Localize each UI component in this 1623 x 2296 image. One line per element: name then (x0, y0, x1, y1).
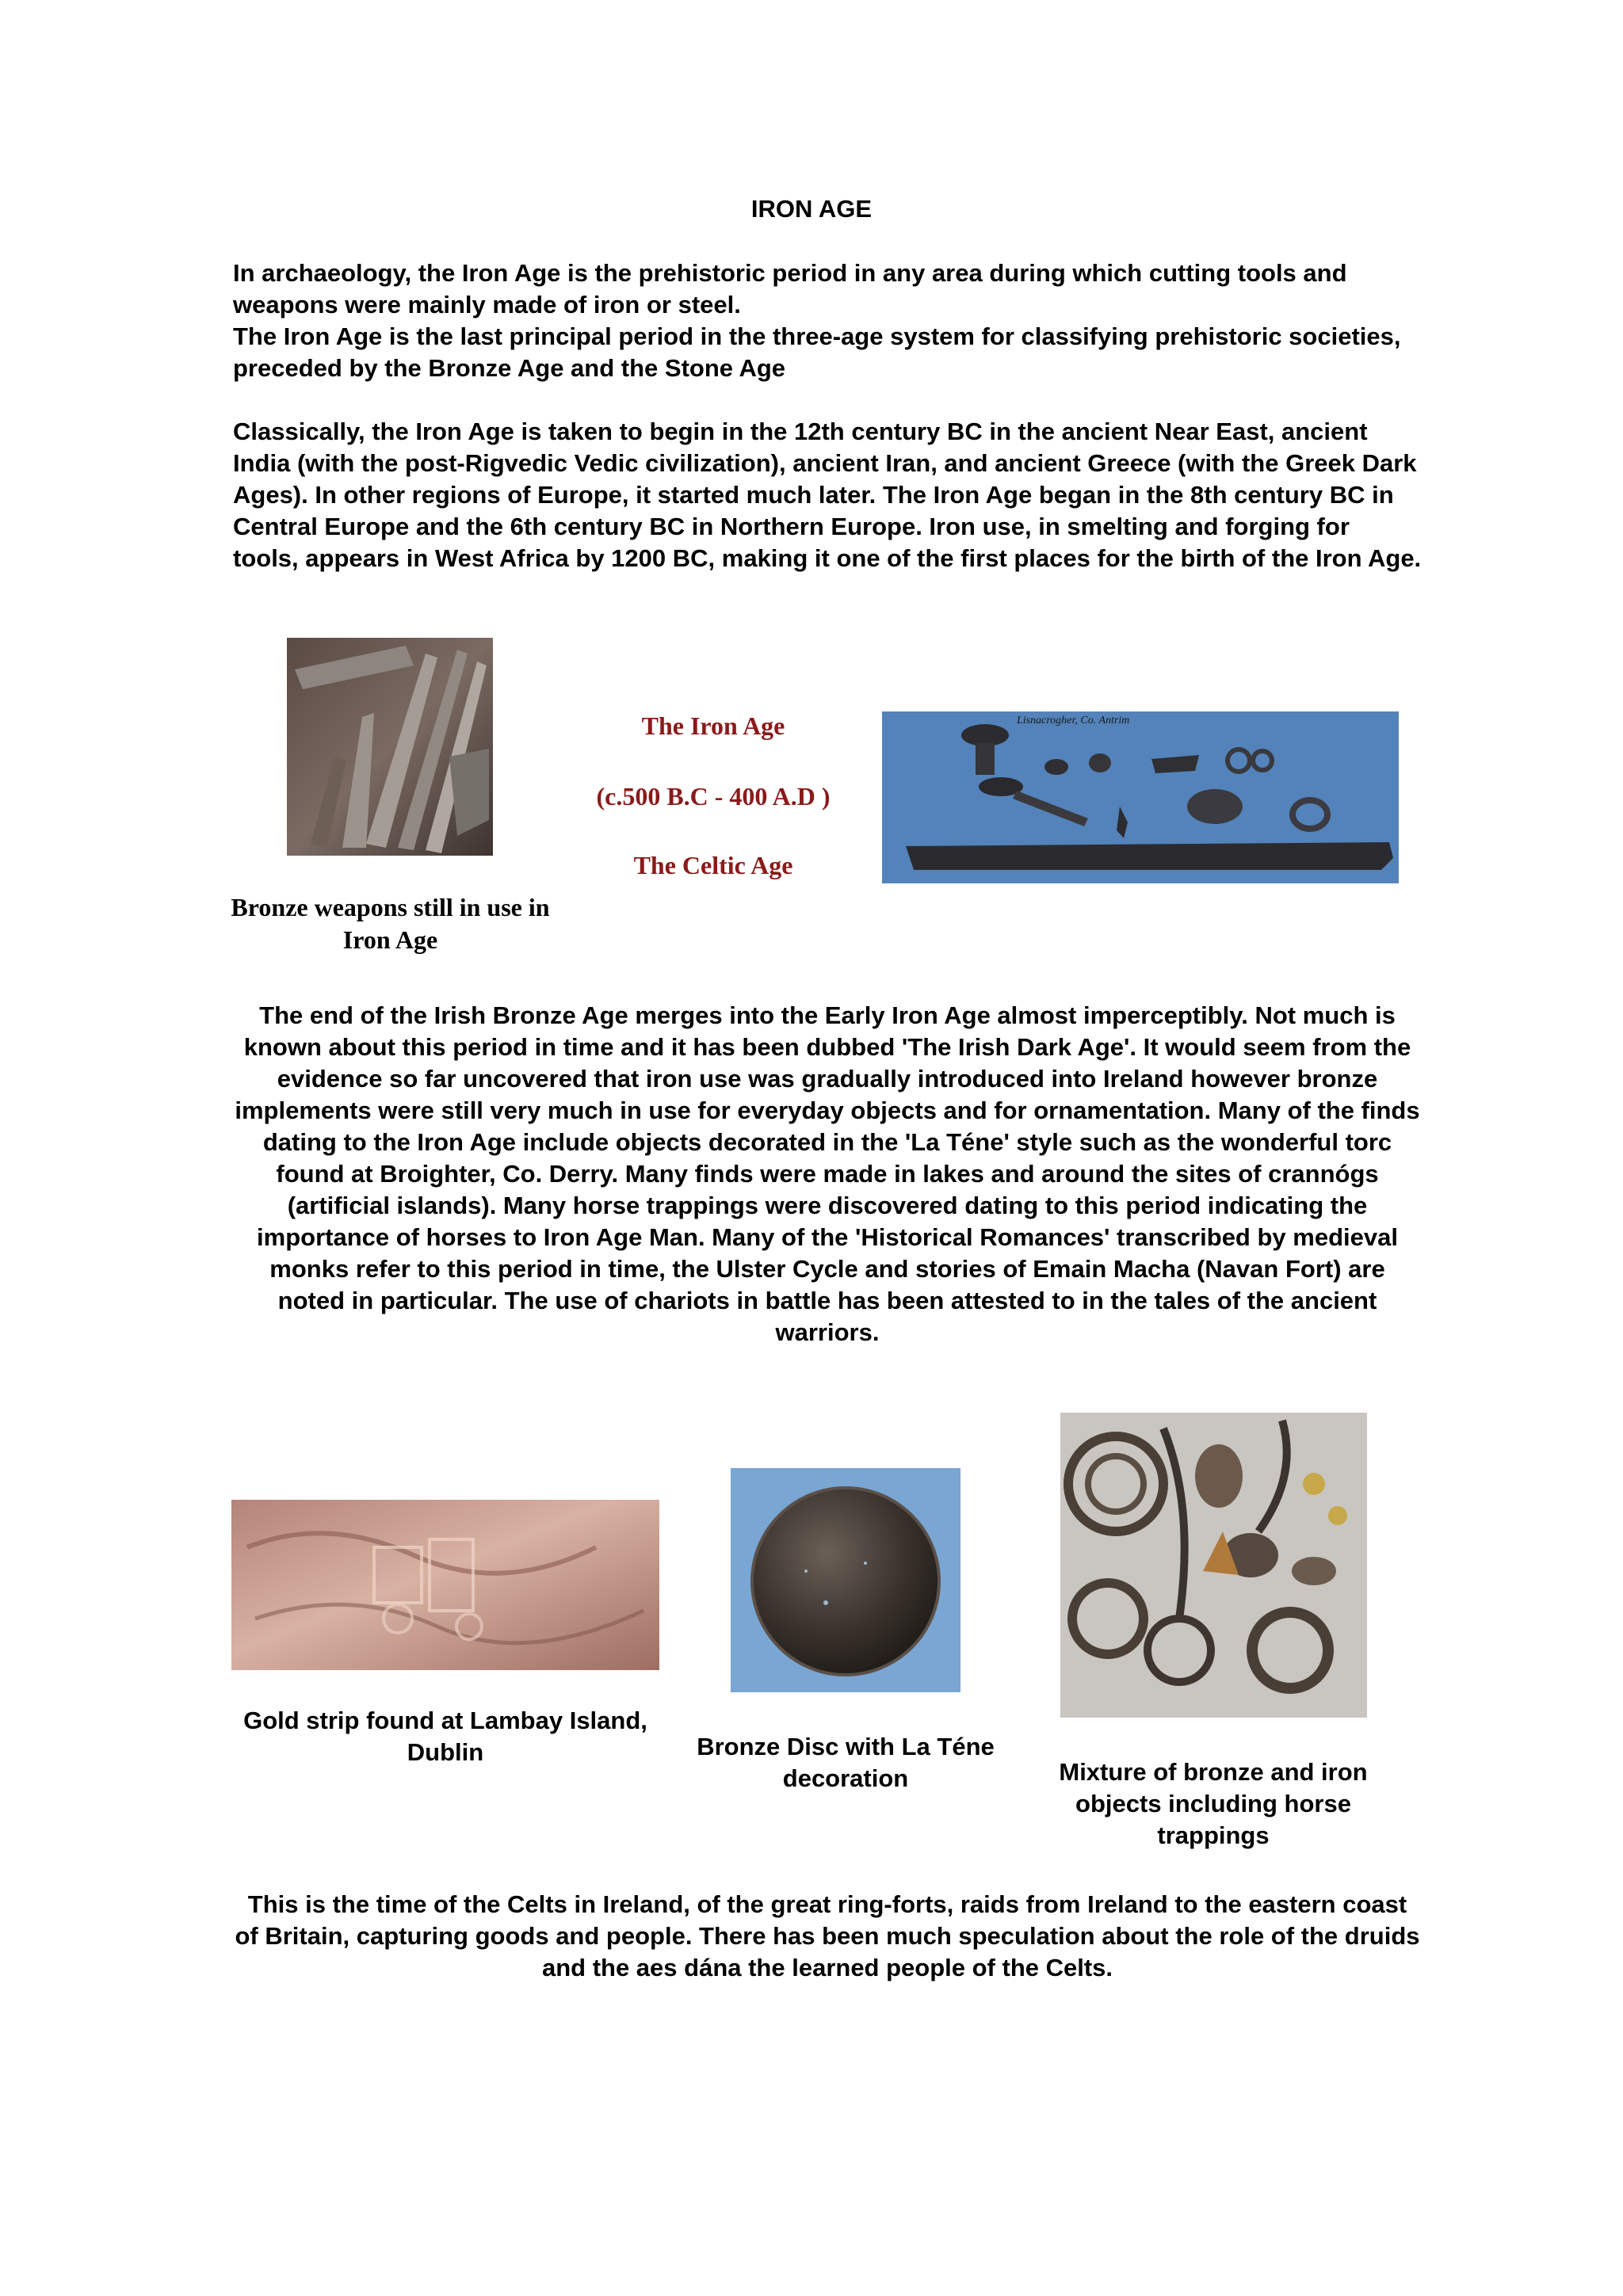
celts-text: This is the time of the Celts in Ireland, of the great ring-forts, raids from Ireland to the eastern coast of Britain, capturing goods and people. There has been much speculation about the role of the druids and the aes dána the learned people of the Celts. (235, 1890, 1420, 1981)
weapons-caption: Bronze weapons still in use in Iron Age (231, 893, 550, 954)
irish-iron-age-paragraph (233, 1000, 1422, 1348)
date-range-heading: (c.500 B.C - 400 A.D ) (596, 782, 831, 810)
intro-line-1: In archaeology, the Iron Age is the prehistoric period in any area during which cutting tools and weapons were mainly made of iron or steel. (233, 259, 1347, 318)
classical-paragraph (233, 416, 1422, 574)
bronze-disc-photo (731, 1468, 960, 1692)
hoard-photo-label: Lisnacrogher, Co. Antrim (1017, 715, 1130, 727)
page-title: IRON AGE (750, 195, 873, 223)
celtic-age-heading: The Celtic Age (633, 851, 793, 879)
bronze-weapons-photo (287, 638, 493, 856)
iron-age-heading: The Iron Age (641, 711, 785, 740)
mixture-caption: Mixture of bronze and iron objects including horse trappings (1059, 1758, 1368, 1849)
intro-paragraph (233, 257, 1422, 384)
lisnacrogher-hoard-photo (882, 711, 1399, 883)
celts-paragraph (233, 1889, 1422, 1984)
classical-text: Classically, the Iron Age is taken to begin in the 12th century BC in the ancient Near East, ancient India (with the post-Rigvedic Vedic civilization), ancient Iran, and ancient Greece (with the Greek Dark Ages). In other regions of Europe, it started much later. The Iron Age began in the 8th century BC in Central Europe and the 6th century BC in Northern Europe. Iron use, in smelting and forging for tools, appears in West Africa by 1200 BC, making it one of the first places for the birth of the Iron Age. (233, 418, 1422, 572)
gold-strip-photo (231, 1500, 659, 1670)
intro-line-2: The Iron Age is the last principal period in the three-age system for classifying prehistoric societies, preceded by the Bronze Age and the Stone Age (233, 322, 1401, 382)
gold-strip-caption: Gold strip found at Lambay Island, Dublin (243, 1707, 647, 1766)
bronze-disc-caption: Bronze Disc with La Téne decoration (697, 1733, 995, 1792)
irish-iron-age-text: The end of the Irish Bronze Age merges into the Early Iron Age almost imperceptibly. Not much is known about this period in time and it has been dubbed 'The Irish Dark Age'. It would seem from the evidence so far uncovered that iron use was gradually introduced into Ireland however bronze implements were still very much in use for everyday objects and for ornamentation. Many of the finds dating to the Iron Age include objects decorated in the 'La Téne' style such as the wonderful torc found at Broighter, Co. Derry. Many finds were made in lakes and around the sites of crannógs (artificial islands). Many horse trappings were discovered dating to this period indicating the importance of horses to Iron Age Man. Many of the 'Historical Romances' transcribed by medieval monks refer to this period in time, the Ulster Cycle and stories of Emain Macha (Navan Fort) are noted in particular. The use of chariots in battle has been attested to in the tales of the ancient warriors. (235, 1001, 1420, 1346)
bronze-iron-mixture-photo (1060, 1413, 1367, 1718)
